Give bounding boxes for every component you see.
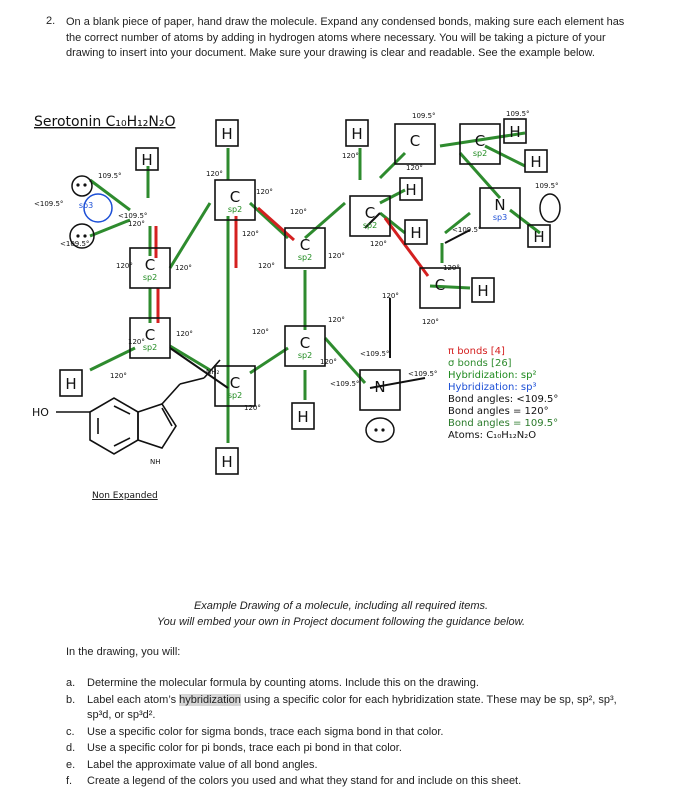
angle-label: 120° (382, 292, 399, 300)
hyb-label-sp2: sp2 (297, 253, 313, 262)
highlighted-word: hybridization (179, 693, 241, 706)
list-item (66, 676, 626, 692)
sigma-bond (485, 146, 525, 166)
atom-c: C (229, 374, 241, 392)
atom-h: H (533, 228, 545, 246)
angle-label: 120° (176, 330, 193, 338)
legend-item: Hybridization: sp² (448, 370, 537, 381)
angle-label: <109.5° (360, 350, 390, 358)
atom-h: H (221, 453, 233, 471)
atom-c: C (229, 188, 241, 206)
atom-h: H (530, 153, 542, 171)
hyb-label-sp2: sp2 (362, 221, 378, 230)
legend-item: Atoms: C₁₀H₁₂N₂O (448, 430, 537, 441)
angle-label: 120° (328, 316, 345, 324)
angle-label: 109.5° (535, 182, 559, 190)
atom-c: C (364, 204, 376, 222)
angle-label: 120° (110, 372, 127, 380)
angle-label: <109.5° (408, 370, 438, 378)
angle-label: 120° (320, 358, 337, 366)
angle-label: 120° (175, 264, 192, 272)
sigma-bond (380, 153, 405, 178)
atom-h: H (351, 125, 363, 143)
angle-label: 109.5° (506, 110, 530, 118)
list-item-text: Determine the molecular formula by counting atoms. Include this on the drawing. (87, 677, 479, 689)
sigma-bond (170, 203, 210, 268)
hyb-label-sp2: sp2 (142, 273, 158, 282)
hyb-label-sp3: sp3 (492, 213, 508, 222)
angle-label: 120° (328, 252, 345, 260)
label-ho: HO (32, 406, 49, 419)
angle-label: 120° (242, 230, 259, 238)
list-item-text-post: using a specific color for each hybridization state. These may be sp, sp², sp³, sp³d, or sp³d². (87, 693, 617, 721)
angle-label: <109.5° (60, 240, 90, 248)
legend-item: Bond angles: <109.5° (448, 394, 559, 405)
label-nh: NH (150, 458, 161, 466)
list-item-text: Use a specific color for sigma bonds, trace each sigma bond in that color. (87, 725, 444, 738)
hyb-label-sp3: sp3 (78, 201, 94, 210)
list-marker: b. (66, 693, 76, 706)
atom-c: C (299, 334, 311, 352)
angle-label: <109.5° (330, 380, 360, 388)
list-item-text: Label the approximate value of all bond angles. (87, 758, 318, 771)
hyb-label-sp2: sp2 (227, 205, 243, 214)
steps-list (66, 676, 626, 791)
angle-label: <109.5° (34, 200, 64, 208)
atom-n: N (374, 378, 386, 396)
list-item (66, 741, 626, 757)
angle-label: 120° (128, 220, 145, 228)
legend-item: π bonds [4] (448, 346, 505, 357)
caption-line-1: Example Drawing of a molecule, including all required items. (193, 600, 489, 612)
list-marker: c. (66, 725, 75, 738)
sigma-bond (170, 346, 210, 370)
atom-h: H (297, 408, 309, 426)
list-marker: d. (66, 742, 76, 754)
angle-label: 120° (370, 240, 387, 248)
list-item-text: Use a specific color for pi bonds, trace each pi bond in that color. (87, 742, 402, 754)
intro-text: In the drawing, you will: (66, 646, 181, 658)
legend-item: σ bonds [26] (448, 358, 512, 369)
atom-c: C (144, 326, 156, 344)
angle-label: 120° (116, 262, 133, 270)
atom-h: H (65, 375, 77, 393)
list-item-text: Create a legend of the colors you used and what they stand for and include on this sheet. (87, 775, 522, 787)
list-marker: f. (66, 775, 73, 787)
hyb-label-sp2: sp2 (227, 391, 243, 400)
list-item-text-pre: Label each atom’s (87, 693, 180, 706)
atom-h: H (221, 125, 233, 143)
atom-c: C (434, 276, 446, 294)
pi-bond (258, 208, 294, 240)
angle-label: 120° (206, 170, 223, 178)
list-item (66, 693, 626, 724)
molecule-drawing (30, 108, 584, 532)
atom-h: H (405, 181, 417, 199)
legend-item: Bond angles = 109.5° (448, 418, 559, 429)
atom-h: H (410, 224, 422, 242)
atom-c: C (409, 132, 421, 150)
question-number: 2. (46, 15, 56, 27)
skeletal-structure (56, 360, 220, 454)
atom-c: C (474, 132, 486, 150)
sigma-bond (90, 180, 130, 210)
angle-label: 109.5° (412, 112, 436, 120)
angle-label: 120° (290, 208, 307, 216)
drawing-title: Serotonin C₁₀H₁₂N₂O (34, 114, 176, 130)
list-item (66, 725, 626, 741)
list-marker: a. (66, 677, 76, 689)
angle-label: 120° (406, 164, 423, 172)
atom-h: H (509, 123, 521, 141)
angle-label: 120° (443, 264, 460, 272)
label-nh2: NH₂ (206, 368, 220, 376)
angle-label: 120° (256, 188, 273, 196)
caption-line-2: You will embed your own in Project document following the guidance below. (156, 616, 526, 628)
sigma-bond (90, 348, 135, 370)
atom-n: N (494, 196, 506, 214)
hyb-label-sp2: sp2 (297, 351, 313, 360)
atom-h: H (141, 151, 153, 169)
list-item (66, 758, 626, 774)
angle-label: 120° (244, 404, 261, 412)
list-marker: e. (66, 758, 76, 771)
angle-label: <109.5° (118, 212, 148, 220)
list-item (66, 774, 626, 790)
angle-label: 120° (422, 318, 439, 326)
atom-h: H (477, 282, 489, 300)
angle-label: 120° (128, 338, 145, 346)
label-non-expanded: Non Expanded (92, 491, 158, 501)
angle-label: 120° (342, 152, 359, 160)
atom-c: C (299, 236, 311, 254)
hyb-label-sp2: sp2 (142, 343, 158, 352)
atom-c: C (144, 256, 156, 274)
angle-label: <109.5° (452, 226, 482, 234)
legend-item: Hybridization: sp³ (448, 382, 537, 393)
angle-label: 120° (252, 328, 269, 336)
angle-label: 120° (258, 262, 275, 270)
hyb-label-sp2: sp2 (472, 149, 488, 158)
legend-item: Bond angles = 120° (448, 406, 549, 417)
angle-label: 109.5° (98, 172, 122, 180)
legend (448, 346, 558, 441)
question-text: On a blank piece of paper, hand draw the molecule. Expand any condensed bonds, making sure each element has the correct number of atoms by adding in hydrogen atoms where necessary. You will be taking a picture of your drawing to insert into your document. Make sure your drawing is clear and readable. See the example below. (66, 16, 625, 59)
